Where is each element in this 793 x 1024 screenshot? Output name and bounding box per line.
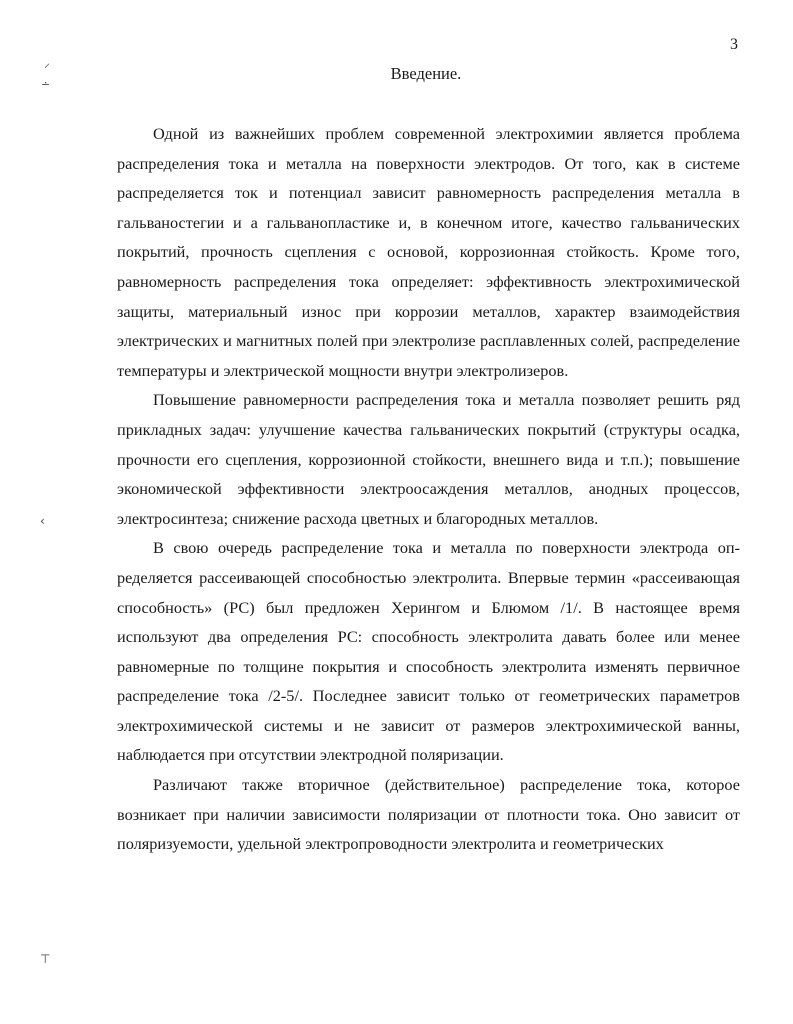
paragraph-1: Одной из важнейших проблем современной электрохимии является проблема распределения тока и металла на поверхности электродов. От того, как в системе распределяется ток и потенциал зависит равномерность распределения металла в гальваностегии и а гальванопластике и, в конечном итоге, качество гальванических покрытий, прочность сцепления с основой, коррозионная стойкость. Кроме того, равномерность распределения тока определяет: эффективность электрохимической защиты, материальный износ при коррозии металлов, характер взаимодействия электрических и магнитных полей при электролизе расплавленных солей, распределение температуры и электрической мощности внутри электролизеров. [117,124,740,380]
paragraph-3: В свою очередь распределение тока и металла по поверхности электрода определяется рассеивающей способностью электролита. Впервые термин «рассеивающая способность» (РС) был предложен Херингом и Блюмом /1/. В настоящее время используют два определения РС: способность электролита давать более или менее равномерные по толщине покрытия и способность электролита изменять первичное распределение тока /2-5/. Последнее зависит только от геометрических параметров электрохимической системы и не зависит от размеров электрохимической ванны, наблюдается при отсутствии электродной поляризации. [117,538,740,765]
scan-mark: ⸝ [44,56,51,70]
page-number: 3 [730,36,738,53]
scan-mark: ∸ [41,78,51,91]
paragraph-2: Повышение равномерности распределения тока и металла позволяет решить ряд прикладных задач: улучшение качества гальванических покрытий (структуры осадка, прочности его сцепления, коррозионной стойкости, внешнего вида и т.п.); повышение экономической эффективности электроосаждения металлов, анодных процессов, электросинтеза; снижение расхода цветных и благородных металлов. [117,390,740,528]
scan-mark: ⊤ [40,952,51,966]
scan-mark: ‹ [40,514,45,528]
paragraph-4: Различают также вторичное (действительное) распределение тока, которое возникает при наличии зависимости поляризации от плотности тока. Оно зависит от поляризуемости, удельной электропроводности электролита и геометрических [117,775,740,854]
body-text [117,119,740,859]
section-title: Введение. [390,64,462,83]
